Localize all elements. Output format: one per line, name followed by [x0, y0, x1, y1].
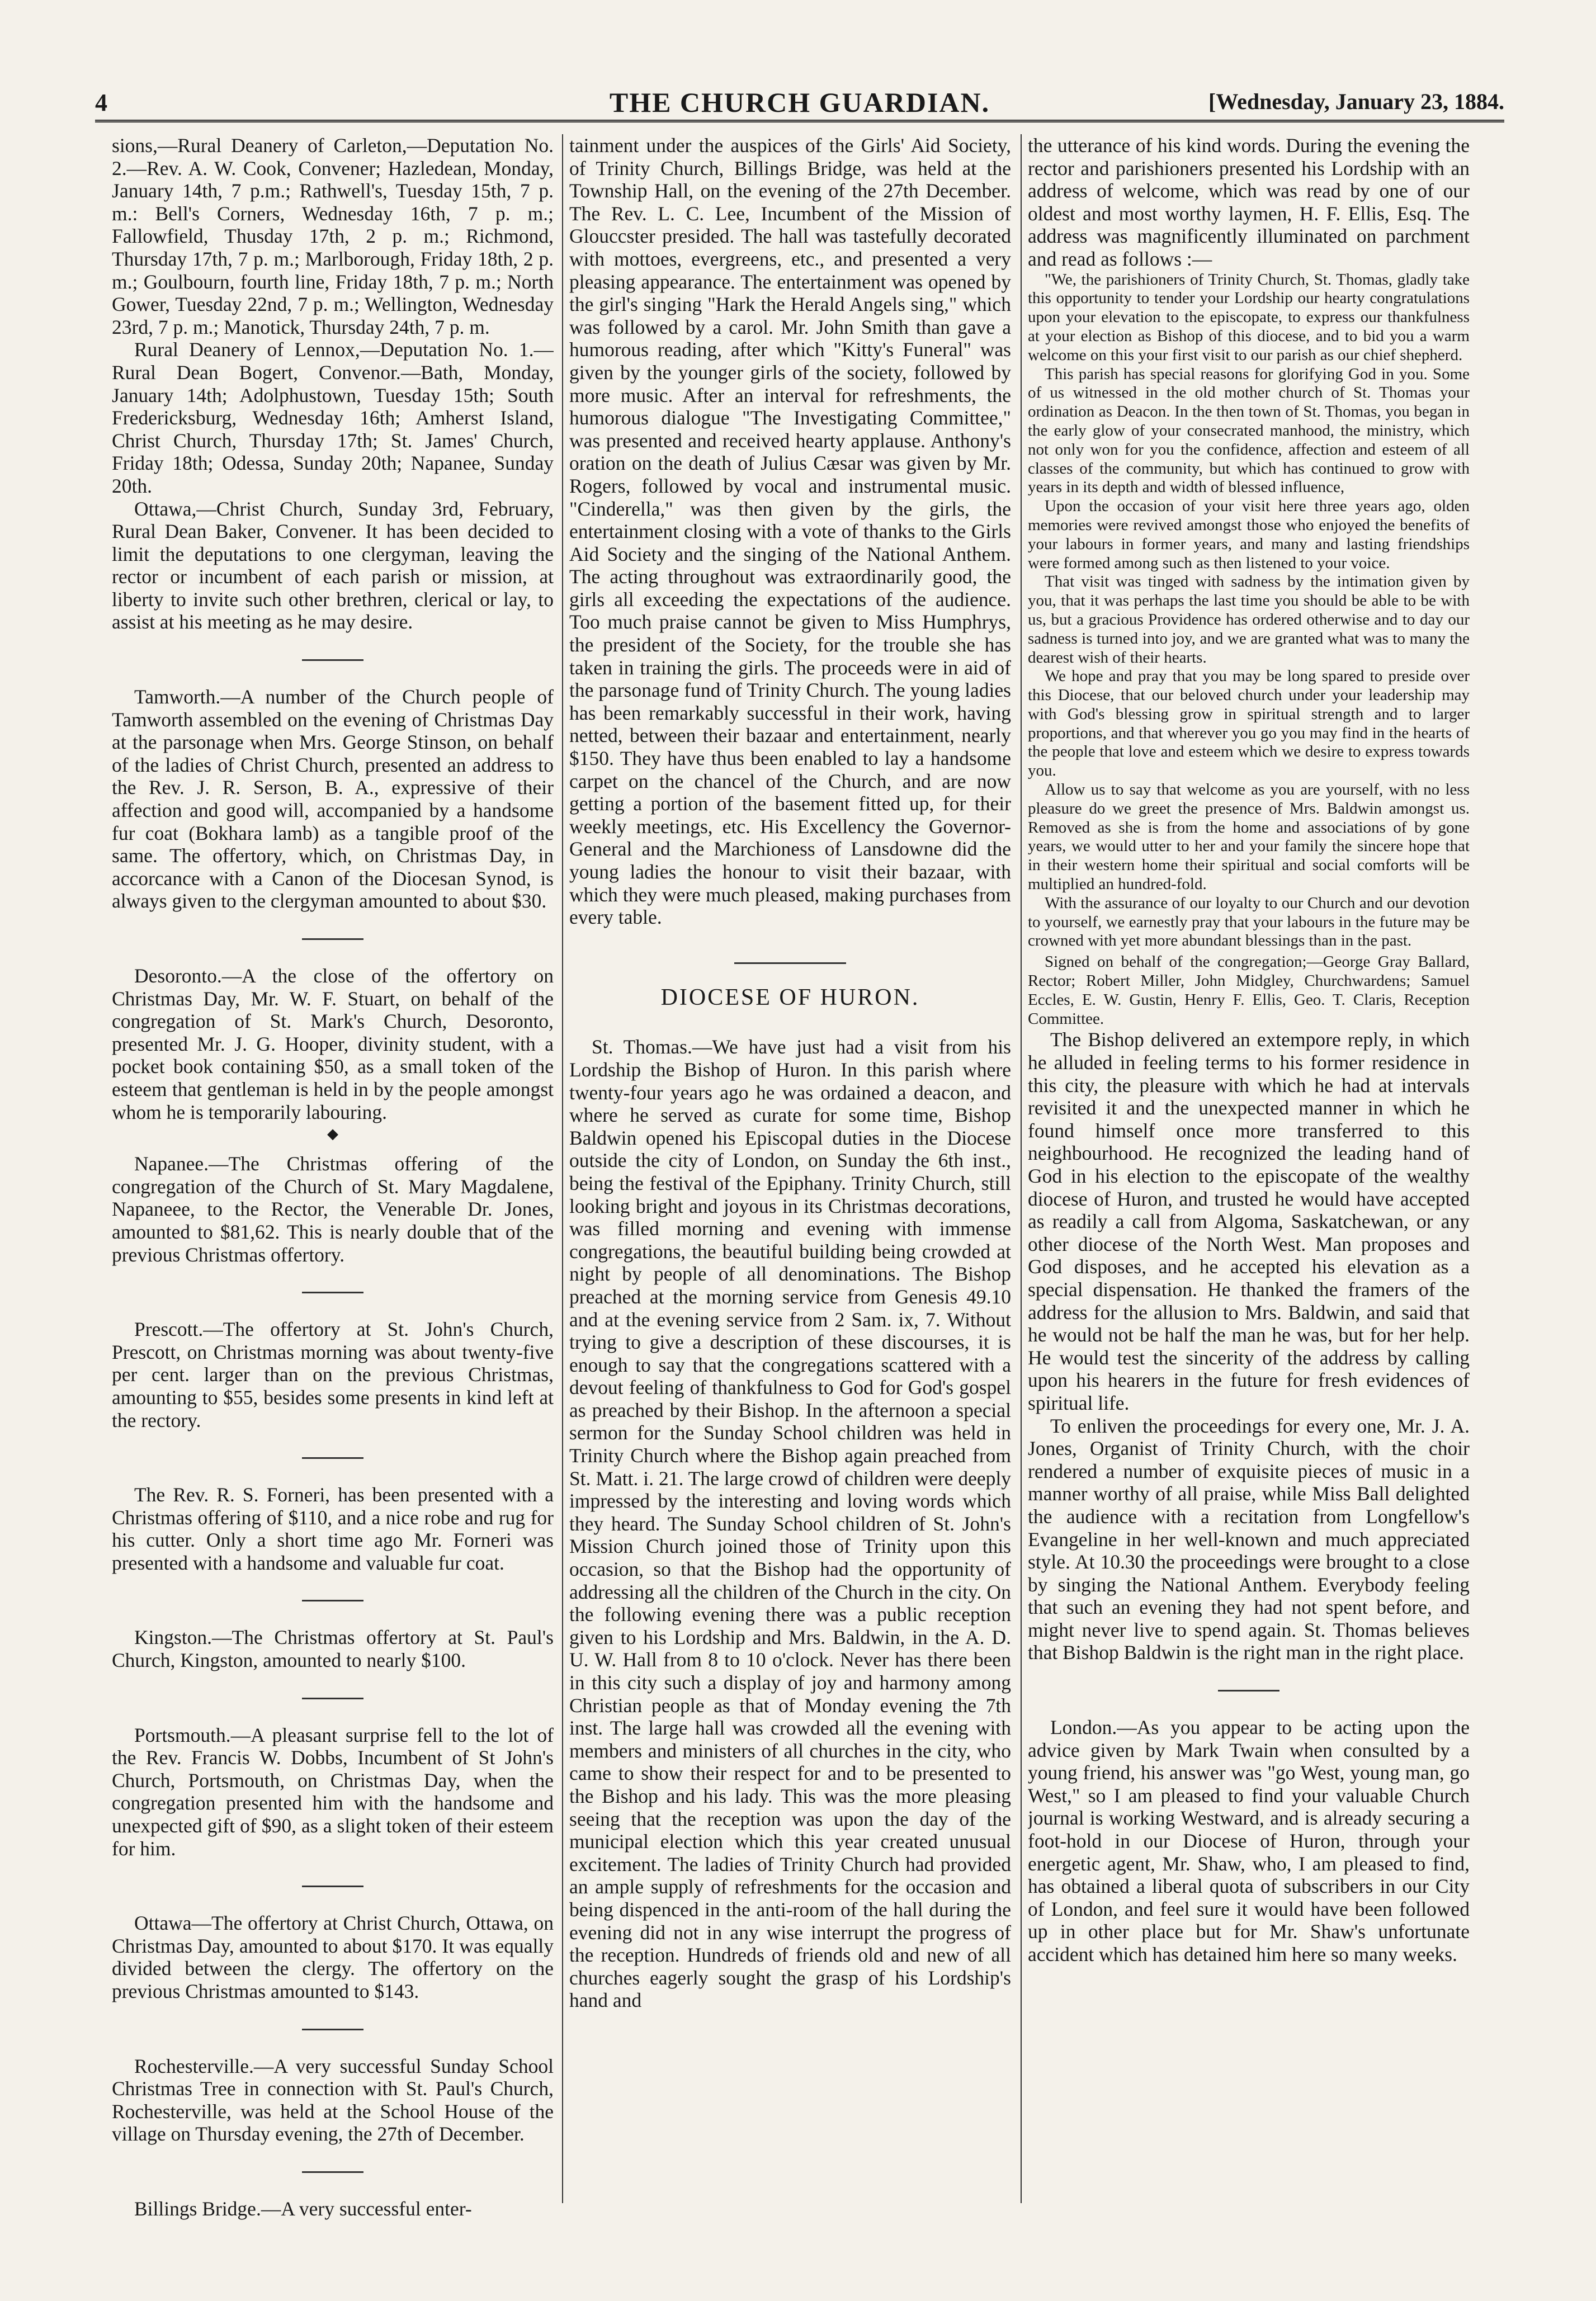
article-billings-bridge-continued: tainment under the auspices of the Girls' Aid Society, of Trinity Church, Billings Bridge, was held at the Township Hall, on the evening of the 27th December. The Rev. L. C. Lee, Incumbent of the Mission of Glouccster presided. The hall was tastefully decorated with mottoes, evergreens, etc., and presented a very pleasing appearance. The entertainment was opened by the girl's singing "Hark the Herald Angels sing," which was followed by a carol. Mr. John Smith than gave a humorous reading, after which "Kitty's Funeral" was given by the younger girls of the society, followed by more music. After an interval for refreshments, the humorous dialogue "The Investigating Committee," was presented and received hearty applause. Anthony's oration on the death of Julius Cæsar was given by Mr. Rogers, followed by vocal and instrumental music. "Cinderella," was then given by the girls, the entertainment closing with a vote of thanks to the Girls Aid Society and the singing of the National Anthem. The acting throughout was extraordinarily good, the girls all exceeding the expectations of the audience. Too much praise cannot be given to Miss Humphrys, the president of the Society, for the trouble she has taken in training the girls. The proceeds were in aid of the parsonage fund of Trinity Church. The young ladies has been remarkably successful in their work, having netted, between their bazaar and entertainment, nearly $150. They have thus been enabled to lay a handsome carpet on the chancel of the Church, and are now getting a portion of the basement fitted up, for their weekly meetings, etc. His Excellency the Governor-General and the Marchioness of Lansdowne did the young ladies the honour to visit their bazaar, with which they were much pleased, making purchases from every table. — [569, 134, 1011, 929]
address-paragraph: With the assurance of our loyalty to our Church and our devotion to yourself, we earnestly pray that your labours in the future may be crowned with yet more abundant blessings than in the past. — [1028, 894, 1470, 950]
ornament-icon: ◆ — [327, 1126, 338, 1142]
column-middle — [569, 134, 1011, 2220]
paragraph-music-proceedings: To enliven the proceedings for every one, Mr. J. A. Jones, Organist of Trinity Church, with the choir rendered a number of exquisite pieces of music in a manner worthy of all praise, while Miss Ball delighted the audience with a recitation from Longfellow's Evangeline in her well-known and much appreciated style. At 10.30 the proceedings were brought to a close by singing the National Anthem. Everybody feeling that such an evening they had not spent before, and might never live to spend again. St. Thomas believes that Bishop Baldwin is the right man in the right place. — [1028, 1414, 1470, 1664]
address-paragraph: That visit was tinged with sadness by the intimation given by you, that it was perhaps the last time you should be able to be with us, but a gracious Providence has ordered otherwise and to day our sadness is turned into joy, and we are granted what was to many the dearest wish of their hearts. — [1028, 573, 1470, 667]
column-right — [1028, 134, 1470, 2220]
article-deseronto: Desoronto.—A the close of the offertory on Christmas Day, Mr. W. F. Stuart, on behalf of the congregation of St. Mark's Church, Desoronto, presented Mr. J. G. Hooper, divinity student, with a pocket book containing $50, as a small token of the esteem that gentleman is held in by the people amongst whom he is temporarily labouring. — [112, 965, 554, 1123]
divider — [302, 1292, 363, 1293]
column-left — [112, 134, 554, 2220]
article-st-thomas-continued: the utterance of his kind words. During the evening the rector and parishioners presented his Lordship with an address of welcome, which was read by one of our oldest and most worthy laymen, H. F. Ellis, Esq. The address was magnificently illuminated on parchment and read as follows :— — [1028, 134, 1470, 270]
section-title-diocese-huron: DIOCESE OF HURON. — [660, 984, 920, 1010]
divider — [302, 1886, 363, 1887]
address-paragraph: We hope and pray that you may be long spared to preside over this Diocese, that our beloved church under your leadership may with God's blessing grow in spiritual strength and to larger proportions, and that wherever you go you may find in the hearts of the people that love and esteem which we desire to express towards you. — [1028, 667, 1470, 780]
address-paragraph: This parish has special reasons for glorifying God in you. Some of us witnessed in the old mother church of St. Thomas your ordination as Deacon. In the then town of St. Thomas, you began in the early glow of your consecrated manhood, the ministry, which not only won for you the confidence, affection and esteem of all classes of the community, but which has continued to grow with years in its depth and width of blessed influence, — [1028, 365, 1470, 497]
article-tamworth: Tamworth.—A number of the Church people of Tamworth assembled on the evening of Christmas Day at the parsonage when Mrs. George Stinson, on behalf of the ladies of Christ Church, presented an address to the Rev. J. R. Serson, B. A., expressive of their affection and good will, accompanied by a handsome fur coat (Bokhara lamb) as a tangible proof of the same. The offertory, which, on Christmas Day, in accorcance with a Canon of the Diocesan Synod, is always given to the clergyman amounted to about $30. — [112, 686, 554, 913]
article-kingston: Kingston.—The Christmas offertory at St. Paul's Church, Kingston, amounted to nearly $100. — [112, 1626, 554, 1672]
column-rule — [1021, 134, 1022, 2203]
divider — [302, 2171, 363, 2173]
paragraph-bishop-reply: The Bishop delivered an extempore reply, in which he alluded in feeling terms to his former residence in this city, the pleasure with which he had at intervals revisited it and the unexpected manner in which he found himself once more transferred to this neighbourhood. He recognized the leading hand of God in his election to the episcopate of the wealthy diocese of Huron, and trusted he would have accepted as readily a call from Algoma, Saskatchewan, or any other diocese of the North West. Man proposes and God disposes, and he accepted his elevation as a special dispensation. He thanked the framers of the address for the allusion to Mrs. Baldwin, and said that he would not be half the man he was, but for her help. He would test the sincerity of the address by calling upon his hearers in the future for fresh evidences of spiritual life. — [1028, 1028, 1470, 1414]
divider — [302, 938, 363, 940]
divider — [734, 962, 846, 964]
divider — [302, 1457, 363, 1459]
divider — [1218, 1690, 1279, 1692]
dateline: [Wednesday, January 23, 1884. — [1208, 89, 1504, 114]
divider — [302, 2029, 363, 2030]
column-rule — [562, 134, 563, 2203]
paragraph-deanery-lennox: Rural Deanery of Lennox,—Deputation No. 1.—Rural Dean Bogert, Convenor.—Bath, Monday, January 14th; Adolphustown, Tuesday 15th; South Fredericksburg, Wednesday 16th; Amherst Island, Christ Church, Thursday 17th; St. James' Church, Friday 18th; Odessa, Sunday 20th; Napanee, Sunday 20th. — [112, 338, 554, 497]
address-of-welcome — [1028, 271, 1470, 1029]
address-paragraph: Upon the occasion of your visit here three years ago, olden memories were revived amongst those who enjoyed the benefits of your labours in former years, and many and lasting friendships were formed among such as then listened to your voice. — [1028, 497, 1470, 572]
article-billings-bridge: Billings Bridge.—A very successful enter- — [134, 2197, 472, 2220]
address-signatories: Signed on behalf of the congregation;—George Gray Ballard, Rector; Robert Miller, John Midgley, Churchwardens; Samuel Eccles, E. W. Gustin, Henry F. Ellis, Geo. T. Claris, Reception Committee. — [1028, 953, 1470, 1028]
page-header — [95, 84, 1504, 122]
paragraph-ottawa-christ-church: Ottawa,—Christ Church, Sunday 3rd, February, Rural Dean Baker, Convener. It has been decided to limit the deputations to one clergyman, leaving the rector or incumbent of each parish or mission, at liberty to invite such other brethren, clerical or lay, to assist at his meeting as he may desire. — [112, 497, 554, 634]
address-paragraph: "We, the parishioners of Trinity Church, St. Thomas, gladly take this opportunity to tender your Lordship our hearty congratulations upon your elevation to the episcopate, to express our thankfulness at your election as Bishop of this diocese, and to bid you a warm welcome on this your first visit to our parish as our chief shepherd. — [1028, 270, 1470, 364]
masthead-title: THE CHURCH GUARDIAN. — [609, 87, 990, 118]
article-rochesterville: Rochesterville.—A very successful Sunday School Christmas Tree in connection with St. Paul's Church, Rochesterville, was held at the School House of the village on Thursday evening, the 27th of December. — [112, 2054, 554, 2146]
divider — [302, 659, 363, 661]
article-portsmouth: Portsmouth.—A pleasant surprise fell to the lot of the Rev. Francis W. Dobbs, Incumbent of St John's Church, Portsmouth, on Christmas Day, when the congregation presented him with the handsome and unexpected gift of $90, as a slight token of their esteem for him. — [112, 1723, 554, 1860]
divider — [302, 1698, 363, 1699]
article-prescott: Prescott.—The offertory at St. John's Church, Prescott, on Christmas morning was about twenty-five per cent. larger than on the previous Christmas, amounting to $55, besides some presents in kind left at the rectory. — [112, 1318, 554, 1431]
article-ottawa-offertory: Ottawa—The offertory at Christ Church, Ottawa, on Christmas Day, amounted to about $170. It was equally divided between the clergy. The offertory on the previous Christmas amounted to $143. — [112, 1912, 554, 2002]
divider — [302, 1600, 363, 1601]
article-napanee: Napanee.—The Christmas offering of the congregation of the Church of St. Mary Magdalene, Napaneee, to the Rector, the Venerable Dr. Jones, amounted to $81,62. This is nearly double that of the previous Christmas offertory. — [112, 1152, 554, 1266]
paragraph-deanery-carleton: sions,—Rural Deanery of Carleton,—Deputation No. 2.—Rev. A. W. Cook, Convener; Hazledean, Monday, January 14th, 7 p.m.; Rathwell's, Tuesday 15th, 7 p. m.: Bell's Corners, Wednesday 16th, 7 p. m.; Fallowfield, Thusday 17th, 2 p. m.; Richmond, Thursday 17th, 7 p. m.; Marlborough, Friday 18th, 2 p. m.; Goulbourn, fourth line, Friday 18th, 7 p. m.; North Gower, Tuesday 22nd, 7 p. m.; Wellington, Wednesday 23rd, 7 p. m.; Manotick, Thursday 24th, 7 p. m. — [112, 134, 554, 338]
article-london: London.—As you appear to be acting upon the advice given by Mark Twain when consulted by a young friend, his answer was "go West, young man, go West," so I am pleased to find your valuable Church journal is working Westward, and is already securing a foot-hold in our Diocese of Huron, through your energetic agent, Mr. Shaw, who, I am pleased to find, has obtained a liberal quota of subscribers in our City of London, and feel sure it would have been followed up in other place but for Mr. Shaw's unfortunate accident which has detained him here so many weeks. — [1028, 1716, 1470, 1965]
article-st-thomas: St. Thomas.—We have just had a visit from his Lordship the Bishop of Huron. In this parish where twenty-four years ago he was ordained a deacon, and where he served as curate for some time, Bishop Baldwin opened his Episcopal duties in the Diocese outside the city of London, on Sunday the 6th inst., being the festival of the Epiphany. Trinity Church, still looking bright and joyous in its Christmas decorations, was filled morning and evening with immense congregations, the beautiful building being crowded at night by people of all denominations. The Bishop preached at the morning service from Genesis 49.10 and at the evening service from 2 Sam. ix, 7. Without trying to give a description of these discourses, it is enough to say that the congregations scattered with a devout feeling of thankfulness to God for God's gospel as preached by their Bishop. In the afternoon a special sermon for the Sunday School children was held in Trinity Church where the Bishop again preached from St. Matt. i. 21. The large crowd of children were deeply impressed by the interesting and loving words which they heard. The Sunday School children of St. John's Mission Church joined those of Trinity upon this occasion, so that the Bishop had the opportunity of addressing all the children of the Church in the city. On the following evening there was a public reception given to his Lordship and Mrs. Baldwin, in the A. D. U. W. Hall from 8 to 10 o'clock. Never has there been in this city such a display of joy and harmony among Christian people as that of Monday evening the 7th inst. The large hall was crowded all the evening with members and ministers of all churches in the city, who came to show their respect for and to be presented to the Bishop and his lady. This was the more pleasing seeing that the reception was upon the day of the municipal election which this year created unusual excitement. The ladies of Trinity Church had provided an ample supply of refreshments for the occasion and being dispenced in the anti-room of the hall during the evening did not in any wise interrupt the progress of the reception. Hundreds of friends old and new of all churches eagerly sought the grasp of his Lordship's hand and — [569, 1036, 1011, 2012]
address-paragraph: Allow us to say that welcome as you are yourself, with no less pleasure do we greet the presence of Mrs. Baldwin amongst us. Removed as she is from the home and associations of by gone years, we would utter to her and your family the sincere hope that in their western home their spiritual and social comforts will be multiplied an hundred-fold. — [1028, 781, 1470, 894]
page-number: 4 — [95, 89, 107, 116]
article-forneri: The Rev. R. S. Forneri, has been presented with a Christmas offering of $110, and a nice robe and rug for his cutter. Only a short time ago Mr. Forneri was presented with a handsome and valuable fur coat. — [112, 1483, 554, 1574]
